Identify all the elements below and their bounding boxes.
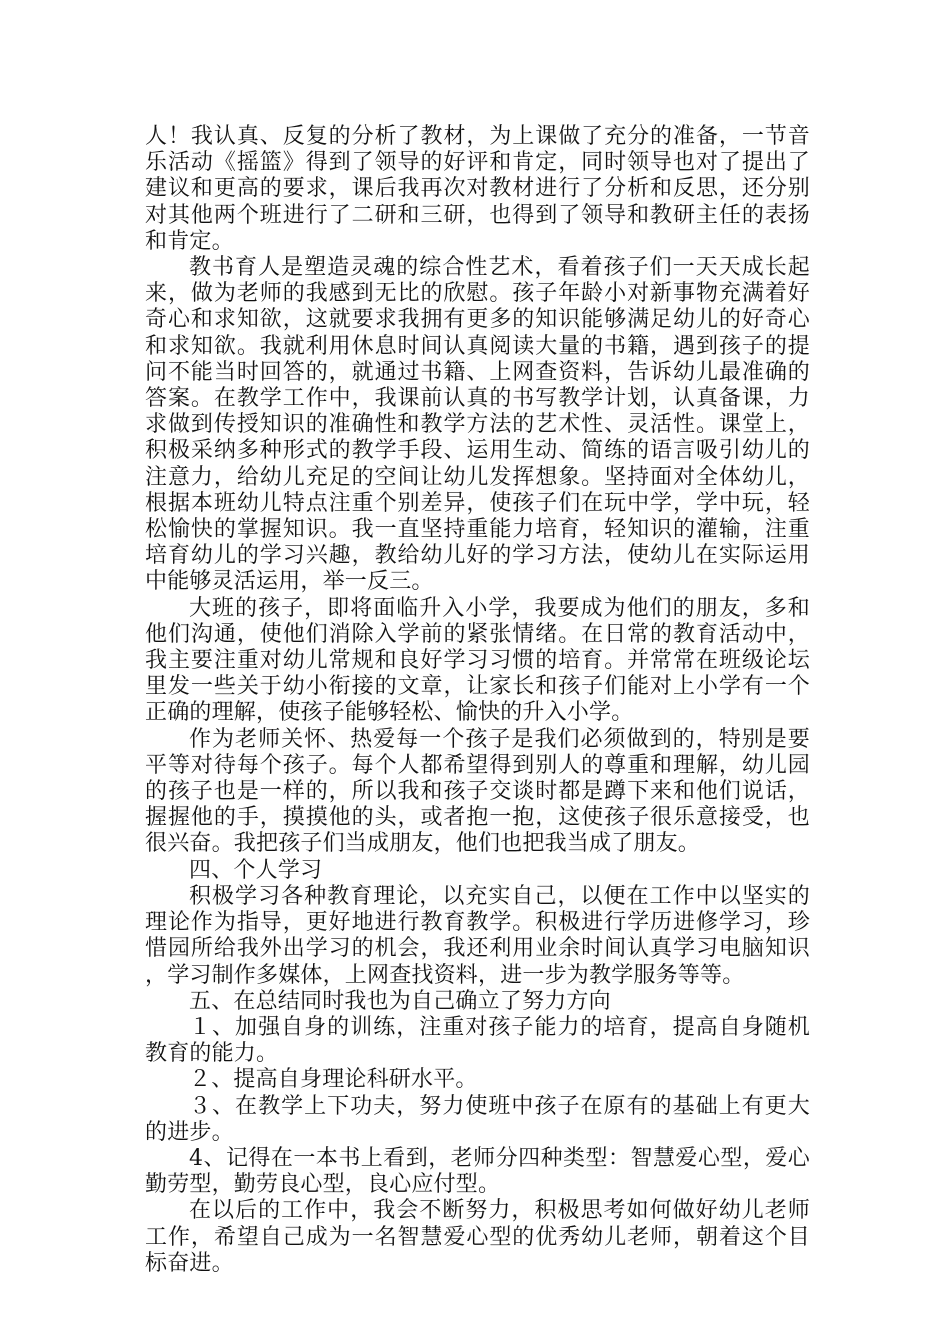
list-item-3: ３、在教学上下功夫，努力使班中孩子在原有的基础上有更大的进步。 bbox=[145, 1093, 810, 1145]
paragraph-6: 积极学习各种教育理论，以充实自己，以便在工作中以坚实的理论作为指导，更好地进行教育教学。积极进行学历进修学习，珍惜园所给我外出学习的机会，我还利用业余时间认真学习电脑知识，学习制作多媒体，上网查找资料，进一步为教学服务等等。 bbox=[145, 883, 810, 988]
list-item-2: ２、提高自身理论科研水平。 bbox=[189, 1067, 478, 1093]
paragraph-2: 教书育人是塑造灵魂的综合性艺术，看着孩子们一天天成长起来，做为老师的我感到无比的欣慰。孩子年龄小对新事物充满着好奇心和求知欲，这就要求我拥有更多的知识能够满足幼儿的好奇心和求知欲。我就利用休息时间认真阅读大量的书籍，遇到孩子的提问不能当时回答的，就通过书籍、上网查资料，告诉幼儿最准确的答案。在教学工作中，我课前认真的书写教学计划，认真备课，力求做到传授知识的准确性和教学方法的艺术性、灵活性。课堂上，积极采纳多种形式的教学手段、运用生动、简练的语言吸引幼儿的注意力，给幼儿充足的空间让幼儿发挥想象。坚持面对全体幼儿，根据本班幼儿特点注重个别差异，使孩子们在玩中学，学中玩，轻松愉快的掌握知识。我一直坚持重能力培育，轻知识的灌输，注重培育幼儿的学习兴趣，教给幼儿好的学习方法，使幼儿在实际运用中能够灵活运用，举一反三。 bbox=[145, 255, 810, 595]
paragraph-4: 作为老师关怀、热爱每一个孩子是我们必须做到的，特别是要平等对待每个孩子。每个人都希望得到别人的尊重和理解，幼儿园的孩子也是一样的，所以我和孩子交谈时都是蹲下来和他们说话，握握他的手，摸摸他的头，或者抱一抱，这使孩子很乐意接受，也很兴奋。我把孩子们当成朋友，他们也把我当成了朋友。 bbox=[145, 726, 810, 857]
list-item-1: １、加强自身的训练，注重对孩子能力的培育，提高自身随机教育的能力。 bbox=[145, 1014, 810, 1067]
closing-paragraph: 在以后的工作中，我会不断努力，积极思考如何做好幼儿老师工作，希望自己成为一名智慧爱心型的优秀幼儿老师，朝着这个目标奋进。 bbox=[145, 1198, 810, 1276]
paragraph-1: 人！我认真、反复的分析了教材，为上课做了充分的准备，一节音乐活动《摇篮》得到了领导的好评和肯定，同时领导也对了提出了建议和更高的要求，课后我再次对教材进行了分析和反思，还分别对其他两个班进行了二研和三研，也得到了领导和教研主任的表扬和肯定。 bbox=[145, 124, 810, 254]
list-item-4: 4、记得在一本书上看到，老师分四种类型：智慧爱心型，爱心勤劳型，勤劳良心型，良心应付型。 bbox=[145, 1145, 810, 1198]
paragraph-3: 大班的孩子，即将面临升入小学，我要成为他们的朋友，多和他们沟通，使他们消除入学前的紧张情绪。在日常的教育活动中，我主要注重对幼儿常规和良好学习习惯的培育。并常常在班级论坛里发一些关于幼小衔接的文章，让家长和孩子们能对上小学有一个正确的理解，使孩子能够轻松、愉快的升入小学。 bbox=[145, 595, 810, 726]
section-heading-directions: 五、在总结同时我也为自己确立了努力方向 bbox=[189, 988, 611, 1014]
document-body bbox=[145, 124, 810, 1277]
section-heading-personal-study: 四、个人学习 bbox=[189, 857, 323, 883]
